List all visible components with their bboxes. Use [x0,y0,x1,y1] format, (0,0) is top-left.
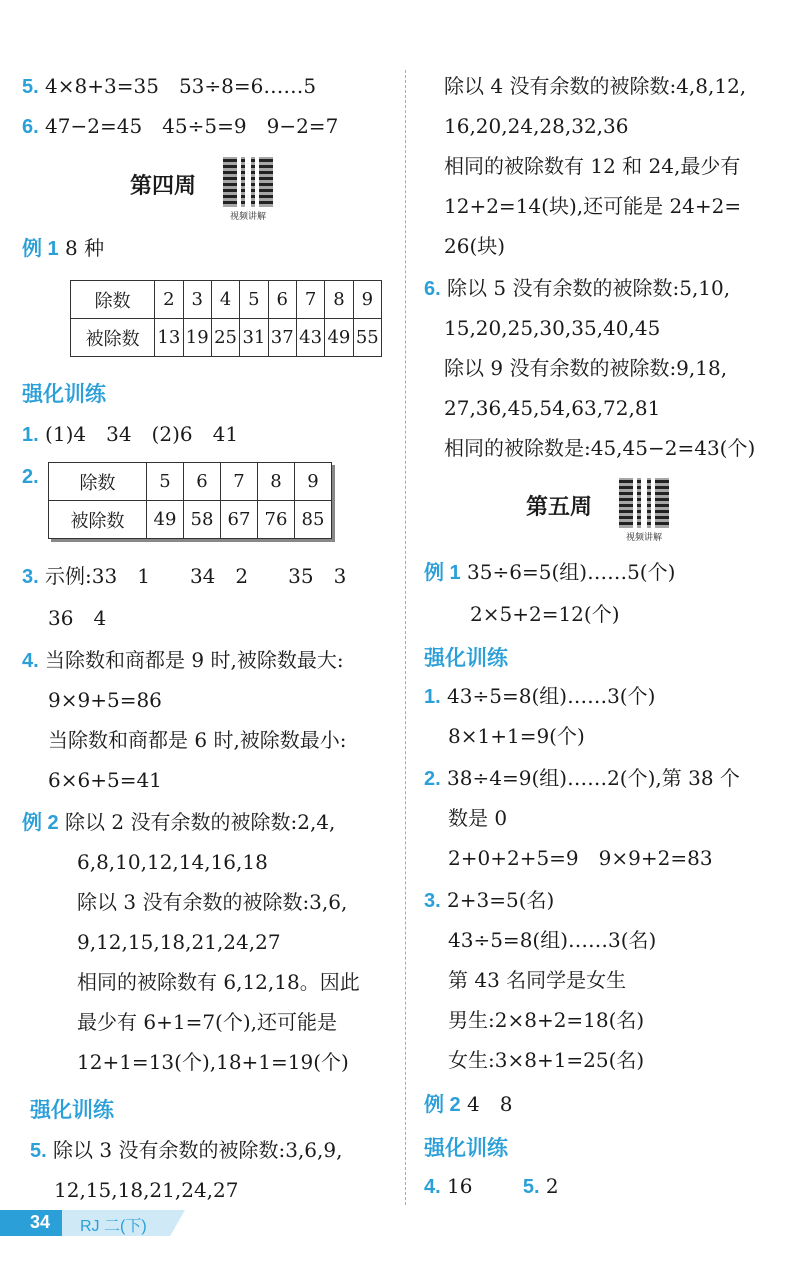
answer-text: 38÷4=9(组)……2(个),第 38 个 [447,766,740,790]
answer-text: 相同的被除数是:45,45−2=43(个) [444,436,756,460]
answer-text: 4×8+3=35 53÷8=6……5 [45,74,317,98]
item-number: 6. [22,116,39,138]
item-number: 3. [424,890,441,912]
section-heading: 强化训练 [424,647,508,670]
table-row [71,319,382,357]
table-cell: 8 [325,281,353,319]
continued-text: 16,20,24,28,32,36 [444,114,629,138]
table-cell: 4 [211,281,239,319]
answer-3-cont [48,598,397,638]
table-cell: 76 [258,501,295,539]
edition-label: RJ 二(下) [80,1218,147,1235]
table-cell: 7 [296,281,324,319]
table-cell: 被除数 [49,501,147,539]
example-1 [424,552,784,592]
item-number: 3. [22,566,39,588]
item-number: 1. [22,424,39,446]
table-row [71,281,382,319]
answer-text: 2+3=5(名) [447,888,555,912]
answer-text: 8×1+1=9(个) [448,724,585,748]
answer-text: 2 [545,1174,559,1198]
answer-text: 12,15,18,21,24,27 [54,1178,239,1202]
answer-5b [30,1130,397,1170]
left-column [22,62,397,1210]
item-number: 4. [22,650,39,672]
example-label: 例 1 [22,238,59,260]
table-cell: 6 [268,281,296,319]
answer-text: 数是 0 [448,806,508,830]
table-cell: 58 [184,501,221,539]
item-number: 2. [424,768,441,790]
answer-1 [424,676,784,716]
example-label: 例 2 [22,812,59,834]
item-number: 1. [424,686,441,708]
example-text: 6,8,10,12,14,16,18 [77,850,268,874]
example-text: 最少有 6+1=7(个),还可能是 [77,1010,338,1034]
item-number: 2. [22,466,39,488]
answer-1 [22,414,397,454]
answer-3 [424,880,784,920]
example-2 [22,802,397,842]
answer-text: 16 [447,1174,473,1198]
video-qr[interactable] [220,157,276,222]
example-2 [424,1084,784,1124]
continued-text: 26(块) [444,234,506,258]
answer-text: 除以 5 没有余数的被除数:5,10, [447,276,731,300]
answer-4-5 [424,1166,784,1206]
table-cell: 9 [353,281,381,319]
table-row [49,501,332,539]
example-label: 例 2 [424,1094,461,1116]
example-text: 除以 3 没有余数的被除数:3,6, [77,890,348,914]
answer-text: 6×6+5=41 [48,768,162,792]
answer-text: 43÷5=8(组)……3(名) [448,928,657,952]
table-cell: 9 [295,463,332,501]
answer-4 [22,640,397,680]
example-label: 例 1 [424,562,461,584]
answer-text: 女生:3×8+1=25(名) [448,1048,645,1072]
table-cell: 除数 [49,463,147,501]
example-text: 相同的被除数有 6,12,18。因此 [77,970,360,994]
qr-code-icon[interactable] [223,157,273,207]
answer-text: (1)4 34 (2)6 41 [45,422,239,446]
qr-caption: 视频讲解 [230,211,267,221]
answer-text: 27,36,45,54,63,72,81 [444,396,661,420]
answer-5 [22,66,397,106]
table-cell: 3 [183,281,211,319]
answer-text: 47−2=45 45÷5=9 9−2=7 [45,114,339,138]
divisor-table-1 [70,280,382,357]
item-number: 5. [30,1140,47,1162]
table-cell: 13 [155,319,183,357]
answer-2 [424,758,784,798]
table-cell: 除数 [71,281,155,319]
table-cell: 7 [221,463,258,501]
example-text: 2×5+2=12(个) [470,602,620,626]
example-text: 8 种 [65,236,105,260]
answer-text: 36 4 [48,606,107,630]
continued-text: 12+2=14(块),还可能是 24+2= [444,194,742,218]
divisor-table-2 [48,462,332,539]
item-number: 5. [22,76,39,98]
table-cell: 43 [296,319,324,357]
page-number: 34 [30,1212,51,1232]
answer-text: 9×9+5=86 [48,688,162,712]
table-cell: 5 [240,281,268,319]
qr-caption: 视频讲解 [626,532,663,542]
item-number: 5. [522,1176,540,1198]
table-cell: 55 [353,319,381,357]
continued-text: 相同的被除数有 12 和 24,最少有 [444,154,741,178]
table-cell: 被除数 [71,319,155,357]
right-column [424,62,784,1210]
section-heading: 强化训练 [424,1137,508,1160]
table-cell: 49 [325,319,353,357]
table-cell: 49 [147,501,184,539]
item-number: 6. [424,278,441,300]
continued-text: 除以 4 没有余数的被除数:4,8,12, [444,74,747,98]
section-heading: 强化训练 [30,1099,114,1122]
answer-text: 2+0+2+5=9 9×9+2=83 [448,846,713,870]
answer-text: 男生:2×8+2=18(名) [448,1008,645,1032]
table-cell: 8 [258,463,295,501]
table-cell: 6 [184,463,221,501]
example-text: 9,12,15,18,21,24,27 [77,930,281,954]
example-text: 35÷6=5(组)……5(个) [467,560,676,584]
table-cell: 2 [155,281,183,319]
table-cell: 31 [240,319,268,357]
week5-header [526,478,672,543]
table-cell: 37 [268,319,296,357]
example-1 [22,228,397,268]
table-row [49,463,332,501]
answer-6 [424,268,784,308]
answer-text: 除以 3 没有余数的被除数:3,6,9, [53,1138,343,1162]
table-cell: 5 [147,463,184,501]
week-title: 第四周 [130,173,197,198]
answer-3 [22,556,397,596]
answer-text: 当除数和商都是 6 时,被除数最小: [48,728,347,752]
answer-text: 43÷5=8(组)……3(个) [447,684,656,708]
example-text: 除以 2 没有余数的被除数:2,4, [65,810,336,834]
column-divider [405,70,406,1205]
example-text: 12+1=13(个),18+1=19(个) [77,1050,349,1074]
answer-6 [22,106,397,146]
qr-code-icon[interactable] [619,478,669,528]
table-cell: 67 [221,501,258,539]
section-heading: 强化训练 [22,383,106,406]
table-cell: 25 [211,319,239,357]
answer-text: 15,20,25,30,35,40,45 [444,316,661,340]
table-cell: 19 [183,319,211,357]
video-qr[interactable] [616,478,672,543]
item-number: 4. [424,1176,441,1198]
week-title: 第五周 [526,494,593,519]
page-footer [0,1210,190,1238]
week4-header [130,157,276,222]
example-text: 4 8 [467,1092,513,1116]
answer-text: 除以 9 没有余数的被除数:9,18, [444,356,728,380]
answer-text: 第 43 名同学是女生 [448,968,627,992]
answer-text: 当除数和商都是 9 时,被除数最大: [45,648,344,672]
table-cell: 85 [295,501,332,539]
answer-text: 示例:33 1 34 2 35 3 [45,564,347,588]
